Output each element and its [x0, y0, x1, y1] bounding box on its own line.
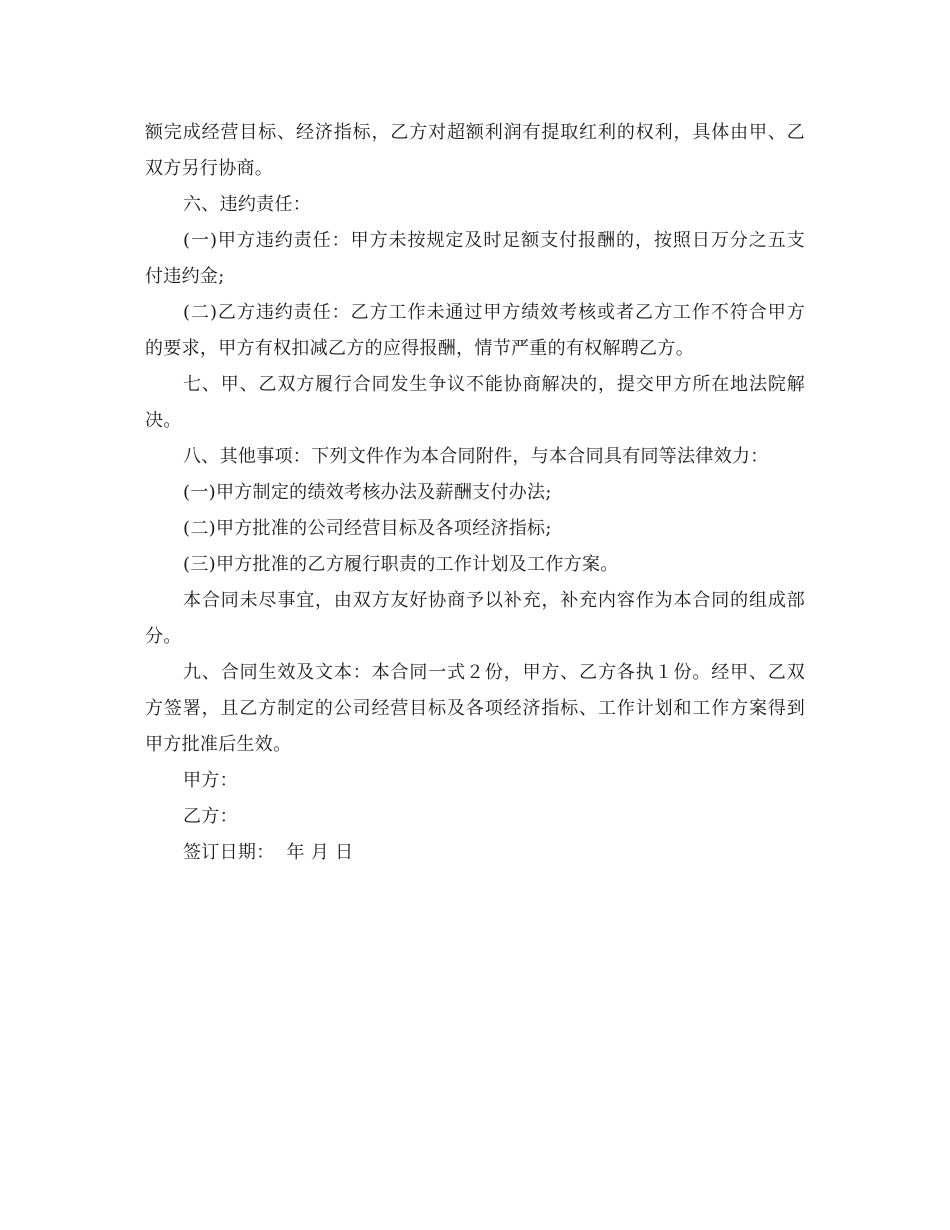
paragraph-line: (三)甲方批准的乙方履行职责的工作计划及工作方案。 — [183, 554, 619, 575]
paragraph-line: (二)甲方批准的公司经营目标及各项经济指标; — [183, 518, 552, 539]
paragraph-line: 的要求，甲方有权扣减乙方的应得报酬，情节严重的有权解聘乙方。 — [145, 338, 694, 359]
paragraph-line: 决。 — [145, 410, 182, 431]
paragraph-line: (一)甲方制定的绩效考核办法及薪酬支付办法; — [183, 482, 552, 503]
paragraph-line: 双方另行协商。 — [145, 158, 274, 179]
paragraph-line: 付违约金; — [145, 266, 225, 287]
paragraph-line: 本合同未尽事宜，由双方友好协商予以补充，补充内容作为本合同的组成部 — [183, 590, 805, 611]
section-heading: 六、违约责任： — [183, 194, 312, 215]
signing-date-label: 签订日期： 年 月 日 — [183, 842, 354, 863]
party-a-signature-label: 甲方： — [183, 770, 238, 791]
paragraph-line: 分。 — [145, 626, 182, 647]
paragraph-line: (一)甲方违约责任：甲方未按规定及时足额支付报酬的，按照日万分之五支 — [183, 230, 805, 251]
section-heading: 八、其他事项：下列文件作为本合同附件，与本合同具有同等法律效力： — [183, 446, 769, 467]
paragraph-line: 额完成经营目标、经济指标，乙方对超额利润有提取红利的权利，具体由甲、乙 — [145, 122, 805, 143]
paragraph-line: (二)乙方违约责任：乙方工作未通过甲方绩效考核或者乙方工作不符合甲方 — [183, 302, 805, 323]
paragraph-line: 七、甲、乙双方履行合同发生争议不能协商解决的，提交甲方所在地法院解 — [183, 374, 805, 395]
party-b-signature-label: 乙方： — [183, 806, 238, 827]
section-heading: 九、合同生效及文本：本合同一式２份，甲方、乙方各执１份。经甲、乙双 — [183, 662, 805, 683]
paragraph-line: 方签署，且乙方制定的公司经营目标及各项经济指标、工作计划和工作方案得到 — [145, 698, 805, 719]
paragraph-line: 甲方批准后生效。 — [145, 734, 292, 755]
